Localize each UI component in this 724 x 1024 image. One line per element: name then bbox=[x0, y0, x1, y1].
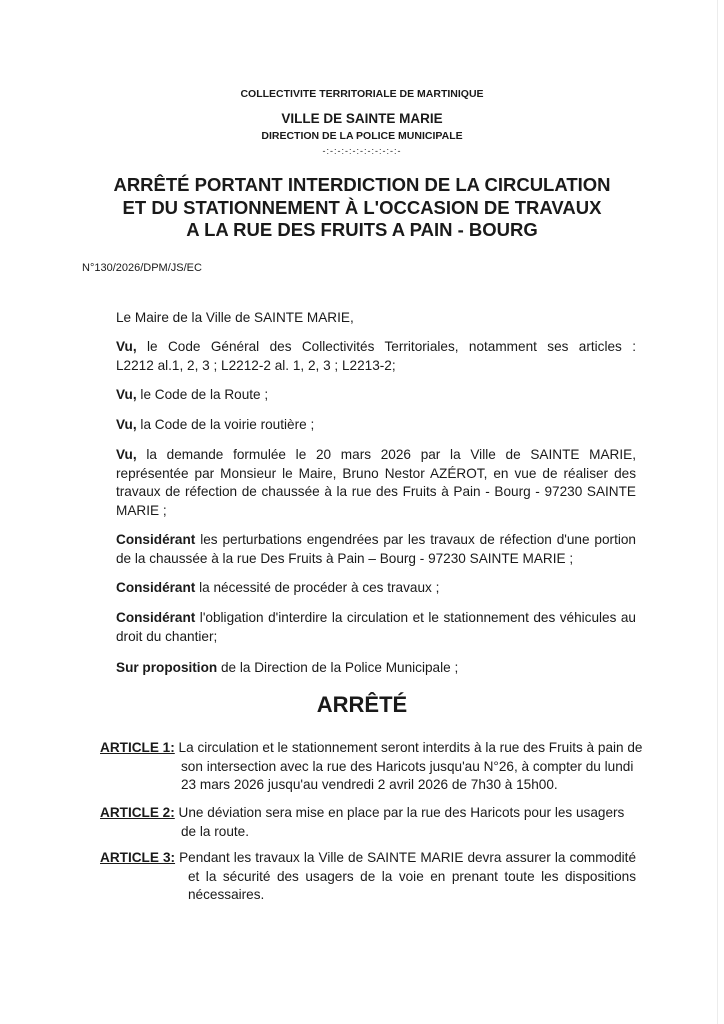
article-text: Une déviation sera mise en place par la rue des Haricots pour les usagers bbox=[174, 805, 625, 820]
paragraph-lead: Vu, bbox=[116, 447, 137, 462]
paragraph-text: les perturbations engendrées par les travaux de réfection d'une portion bbox=[195, 532, 636, 547]
paragraph-line bbox=[116, 309, 636, 328]
preamble-paragraph bbox=[116, 338, 636, 375]
paragraph-line bbox=[116, 338, 636, 357]
article-label: ARTICLE 2: bbox=[100, 805, 175, 820]
paragraph-lead: Considérant bbox=[116, 532, 196, 547]
preamble-paragraph bbox=[116, 416, 636, 435]
paragraph-text: de la Direction de la Police Municipale ; bbox=[217, 660, 459, 675]
paragraph-text: le Code de la Route ; bbox=[136, 387, 269, 402]
article-line: son intersection avec la rue des Haricots jusqu'au N°26, à compter du lundi bbox=[181, 758, 634, 774]
preamble-paragraph bbox=[116, 579, 636, 598]
article-text: La circulation et le stationnement seront interdits à la rue des Fruits à pain de bbox=[174, 740, 643, 755]
preamble-paragraph bbox=[116, 659, 636, 678]
title-line: ARRÊTÉ PORTANT INTERDICTION DE LA CIRCULATION bbox=[113, 174, 611, 195]
paragraph-lead: Vu, bbox=[116, 339, 137, 354]
reference-number: N°130/2026/DPM/JS/EC bbox=[82, 262, 202, 274]
paragraph-line bbox=[116, 609, 636, 628]
paragraph-lead: Vu, bbox=[116, 417, 137, 432]
paragraph-text: Le Maire de la Ville de SAINTE MARIE, bbox=[116, 310, 354, 325]
article-2 bbox=[100, 804, 636, 841]
article-line bbox=[100, 739, 643, 758]
article-line: et la sécurité des usagers de la voie en prenant toute les dispositions bbox=[188, 868, 636, 884]
article-3 bbox=[100, 849, 636, 905]
paragraph-lead: Considérant bbox=[116, 580, 196, 595]
paragraph-line: droit du chantier; bbox=[116, 628, 218, 644]
article-line: nécessaires. bbox=[188, 887, 265, 902]
paragraph-lead: Considérant bbox=[116, 610, 196, 625]
paragraph-line bbox=[116, 416, 636, 435]
paragraph-text: l'obligation d'interdire la circulation et le stationnement des véhicules au bbox=[195, 610, 636, 625]
paragraph-text: la Code de la voirie routière ; bbox=[136, 417, 315, 432]
article-1 bbox=[100, 739, 643, 795]
paragraph-line bbox=[116, 531, 636, 550]
direction-header: DIRECTION DE LA POLICE MUNICIPALE bbox=[261, 130, 463, 142]
preamble-paragraph bbox=[116, 446, 636, 520]
paragraph-line: L2212 al.1, 2, 3 ; L2212-2 al. 1, 2, 3 ; L2213-2; bbox=[116, 357, 396, 373]
article-text: Pendant les travaux la Ville de SAINTE MARIE devra assurer la commodité bbox=[175, 850, 637, 865]
paragraph-line bbox=[116, 386, 636, 405]
paragraph-lead: Vu, bbox=[116, 387, 137, 402]
paragraph-line: représentée par Monsieur le Maire, Bruno Nestor AZÉROT, en vue de réaliser des bbox=[116, 465, 636, 481]
paragraph-line bbox=[116, 579, 636, 598]
separator: -:-:-:-:-:-:-:-:-:-:- bbox=[322, 146, 402, 156]
article-line bbox=[100, 804, 636, 823]
paragraph-text: le Code Général des Collectivités Territoriales, notamment ses articles : bbox=[136, 339, 636, 354]
paragraph-line: travaux de réfection de chaussée à la rue des Fruits à Pain - Bourg - 97230 SAINTE bbox=[116, 484, 636, 499]
title-line: ET DU STATIONNEMENT À L'OCCASION DE TRAVAUX bbox=[122, 196, 602, 218]
title-line: A LA RUE DES FRUITS A PAIN - BOURG bbox=[186, 219, 538, 240]
article-line: 23 mars 2026 jusqu'au vendredi 2 avril 2026 de 7h30 à 15h00. bbox=[181, 777, 558, 792]
paragraph-line: MARIE ; bbox=[116, 502, 167, 518]
paragraph-line: de la chaussée à la rue Des Fruits à Pain – Bourg - 97230 SAINTE MARIE ; bbox=[116, 550, 574, 566]
paragraph-line bbox=[116, 446, 636, 465]
preamble-paragraph bbox=[116, 386, 636, 405]
paragraph-lead: Sur proposition bbox=[116, 660, 218, 675]
collectivite-header: COLLECTIVITE TERRITORIALE DE MARTINIQUE bbox=[240, 88, 484, 100]
paragraph-text: la demande formulée le 20 mars 2026 par la Ville de SAINTE MARIE, bbox=[136, 447, 636, 462]
preamble-paragraph bbox=[116, 309, 636, 328]
article-line bbox=[100, 849, 636, 868]
article-label: ARTICLE 3: bbox=[100, 850, 176, 865]
ville-header: VILLE DE SAINTE MARIE bbox=[281, 111, 443, 126]
preamble-paragraph bbox=[116, 609, 636, 646]
paragraph-line bbox=[116, 659, 636, 678]
preamble-paragraph bbox=[116, 531, 636, 568]
article-line: de la route. bbox=[181, 823, 250, 839]
article-label: ARTICLE 1: bbox=[100, 740, 175, 755]
arrete-heading: ARRÊTÉ bbox=[316, 692, 408, 717]
document-title bbox=[0, 174, 724, 242]
paragraph-text: la nécessité de procéder à ces travaux ; bbox=[195, 580, 440, 595]
